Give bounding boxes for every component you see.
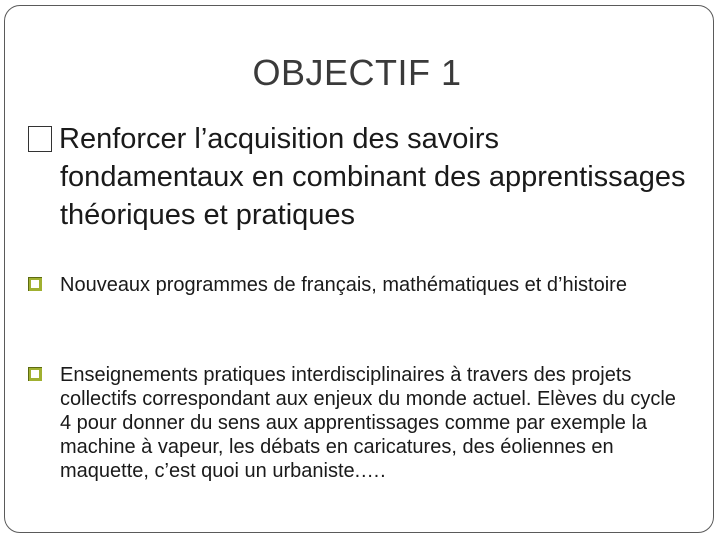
sub-point-text: Nouveaux programmes de français, mathématiques et d’histoire: [60, 274, 627, 296]
empty-square-icon: [28, 126, 52, 152]
sub-point-programmes: [28, 273, 688, 297]
sub-point-text: Enseignements pratiques interdisciplinaires à travers des projets collectifs correspondant aux enjeux du monde actuel. Elèves du cycle 4 pour donner du sens aux apprentissages comme par exemple la machine à vapeur, les débats en caricatures, des éoliennes en maquette, c’est quoi un urbaniste.….: [60, 364, 676, 482]
sub-point-enseignements: [28, 363, 688, 483]
main-point: [28, 120, 688, 234]
main-point-text: Renforcer l’acquisition des savoirs fondamentaux en combinant des apprentissages théoriques et pratiques: [59, 123, 686, 231]
square-bullet-icon: [28, 277, 42, 291]
slide-title: OBJECTIF 1: [252, 52, 462, 93]
square-bullet-icon: [28, 367, 42, 381]
